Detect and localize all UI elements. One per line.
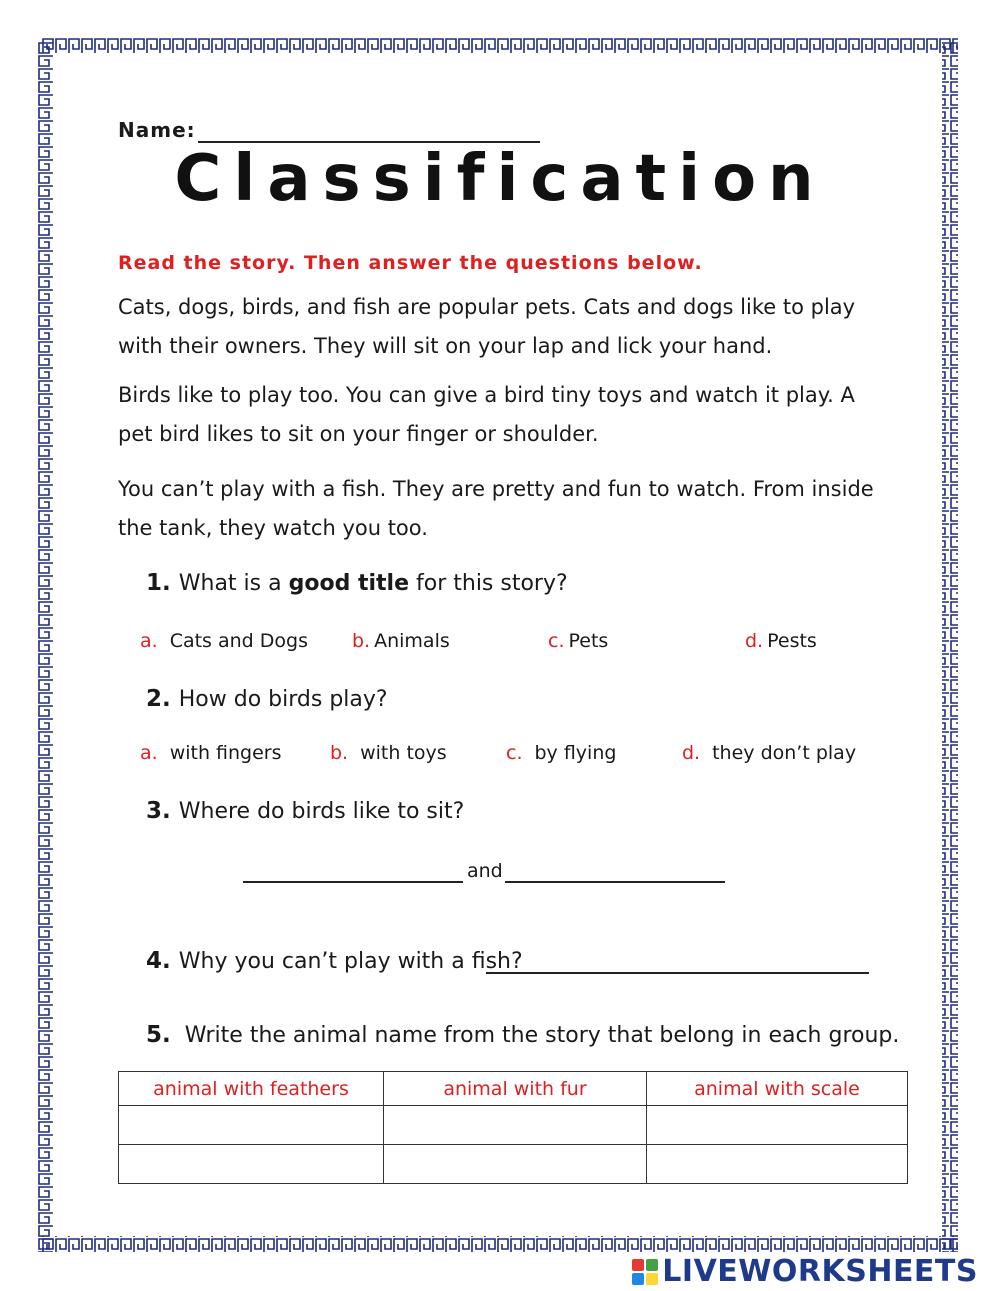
q3-answer-2-line[interactable] <box>505 881 725 883</box>
table-header-row <box>119 1072 908 1106</box>
answer-cell[interactable] <box>119 1145 384 1184</box>
answer-cell[interactable] <box>119 1106 384 1145</box>
question-number: 4. <box>146 948 171 974</box>
story-paragraph-2: Birds like to play too. You can give a bird tiny toys and watch it play. A pet bird likes to sit on your finger or shoulder. <box>118 383 855 446</box>
question-4: 4. Why you can’t play with a fish? <box>146 948 523 974</box>
question-number: 3. <box>146 798 171 824</box>
header-scale: animal with scale <box>647 1072 908 1106</box>
instructions: Read the story. Then answer the questions below. <box>118 252 703 274</box>
name-label: Name: <box>118 118 196 142</box>
answer-cell[interactable] <box>384 1145 647 1184</box>
answer-cell[interactable] <box>647 1106 908 1145</box>
logo-text: LIVEWORKSHEETS <box>662 1254 978 1289</box>
q2-option-d[interactable]: d. they don’t play <box>682 742 857 764</box>
page-title: Classification <box>174 142 826 216</box>
story-paragraph-1: Cats, dogs, birds, and fish are popular pets. Cats and dogs like to play with their owners. They will sit on your lap and lick your hand. <box>118 295 856 358</box>
q1-option-a[interactable]: a. Cats and Dogs <box>140 630 308 652</box>
liveworksheets-logo <box>632 1254 978 1289</box>
question-3: 3. Where do birds like to sit? <box>146 798 465 824</box>
q4-answer-line[interactable] <box>486 972 869 974</box>
answer-cell[interactable] <box>647 1145 908 1184</box>
answer-cell[interactable] <box>384 1106 647 1145</box>
q3-answer-1-line[interactable] <box>243 881 463 883</box>
q2-option-a[interactable]: a. with fingers <box>140 742 282 764</box>
table-row <box>119 1145 908 1184</box>
question-1: 1. What is a good title for this story? <box>146 570 568 596</box>
header-fur: animal with fur <box>384 1072 647 1106</box>
q1-option-d[interactable]: d. Pests <box>745 630 817 652</box>
q1-option-b[interactable]: b. Animals <box>352 630 450 652</box>
logo-blocks-icon <box>632 1259 658 1285</box>
classification-table <box>118 1071 908 1184</box>
question-number: 2. <box>146 686 171 712</box>
q3-connector: and <box>467 860 503 882</box>
q1-option-c[interactable]: c. Pets <box>548 630 609 652</box>
question-number: 5. <box>146 1022 171 1048</box>
question-5: 5. Write the animal name from the story that belong in each group. <box>146 1022 900 1048</box>
table-row <box>119 1106 908 1145</box>
question-number: 1. <box>146 570 171 596</box>
story-paragraph-3: You can’t play with a fish. They are pretty and fun to watch. From inside the tank, they watch you too. <box>118 477 874 540</box>
header-feathers: animal with feathers <box>119 1072 384 1106</box>
q2-option-c[interactable]: c. by flying <box>506 742 617 764</box>
q2-option-b[interactable]: b. with toys <box>330 742 447 764</box>
question-2: 2. How do birds play? <box>146 686 388 712</box>
